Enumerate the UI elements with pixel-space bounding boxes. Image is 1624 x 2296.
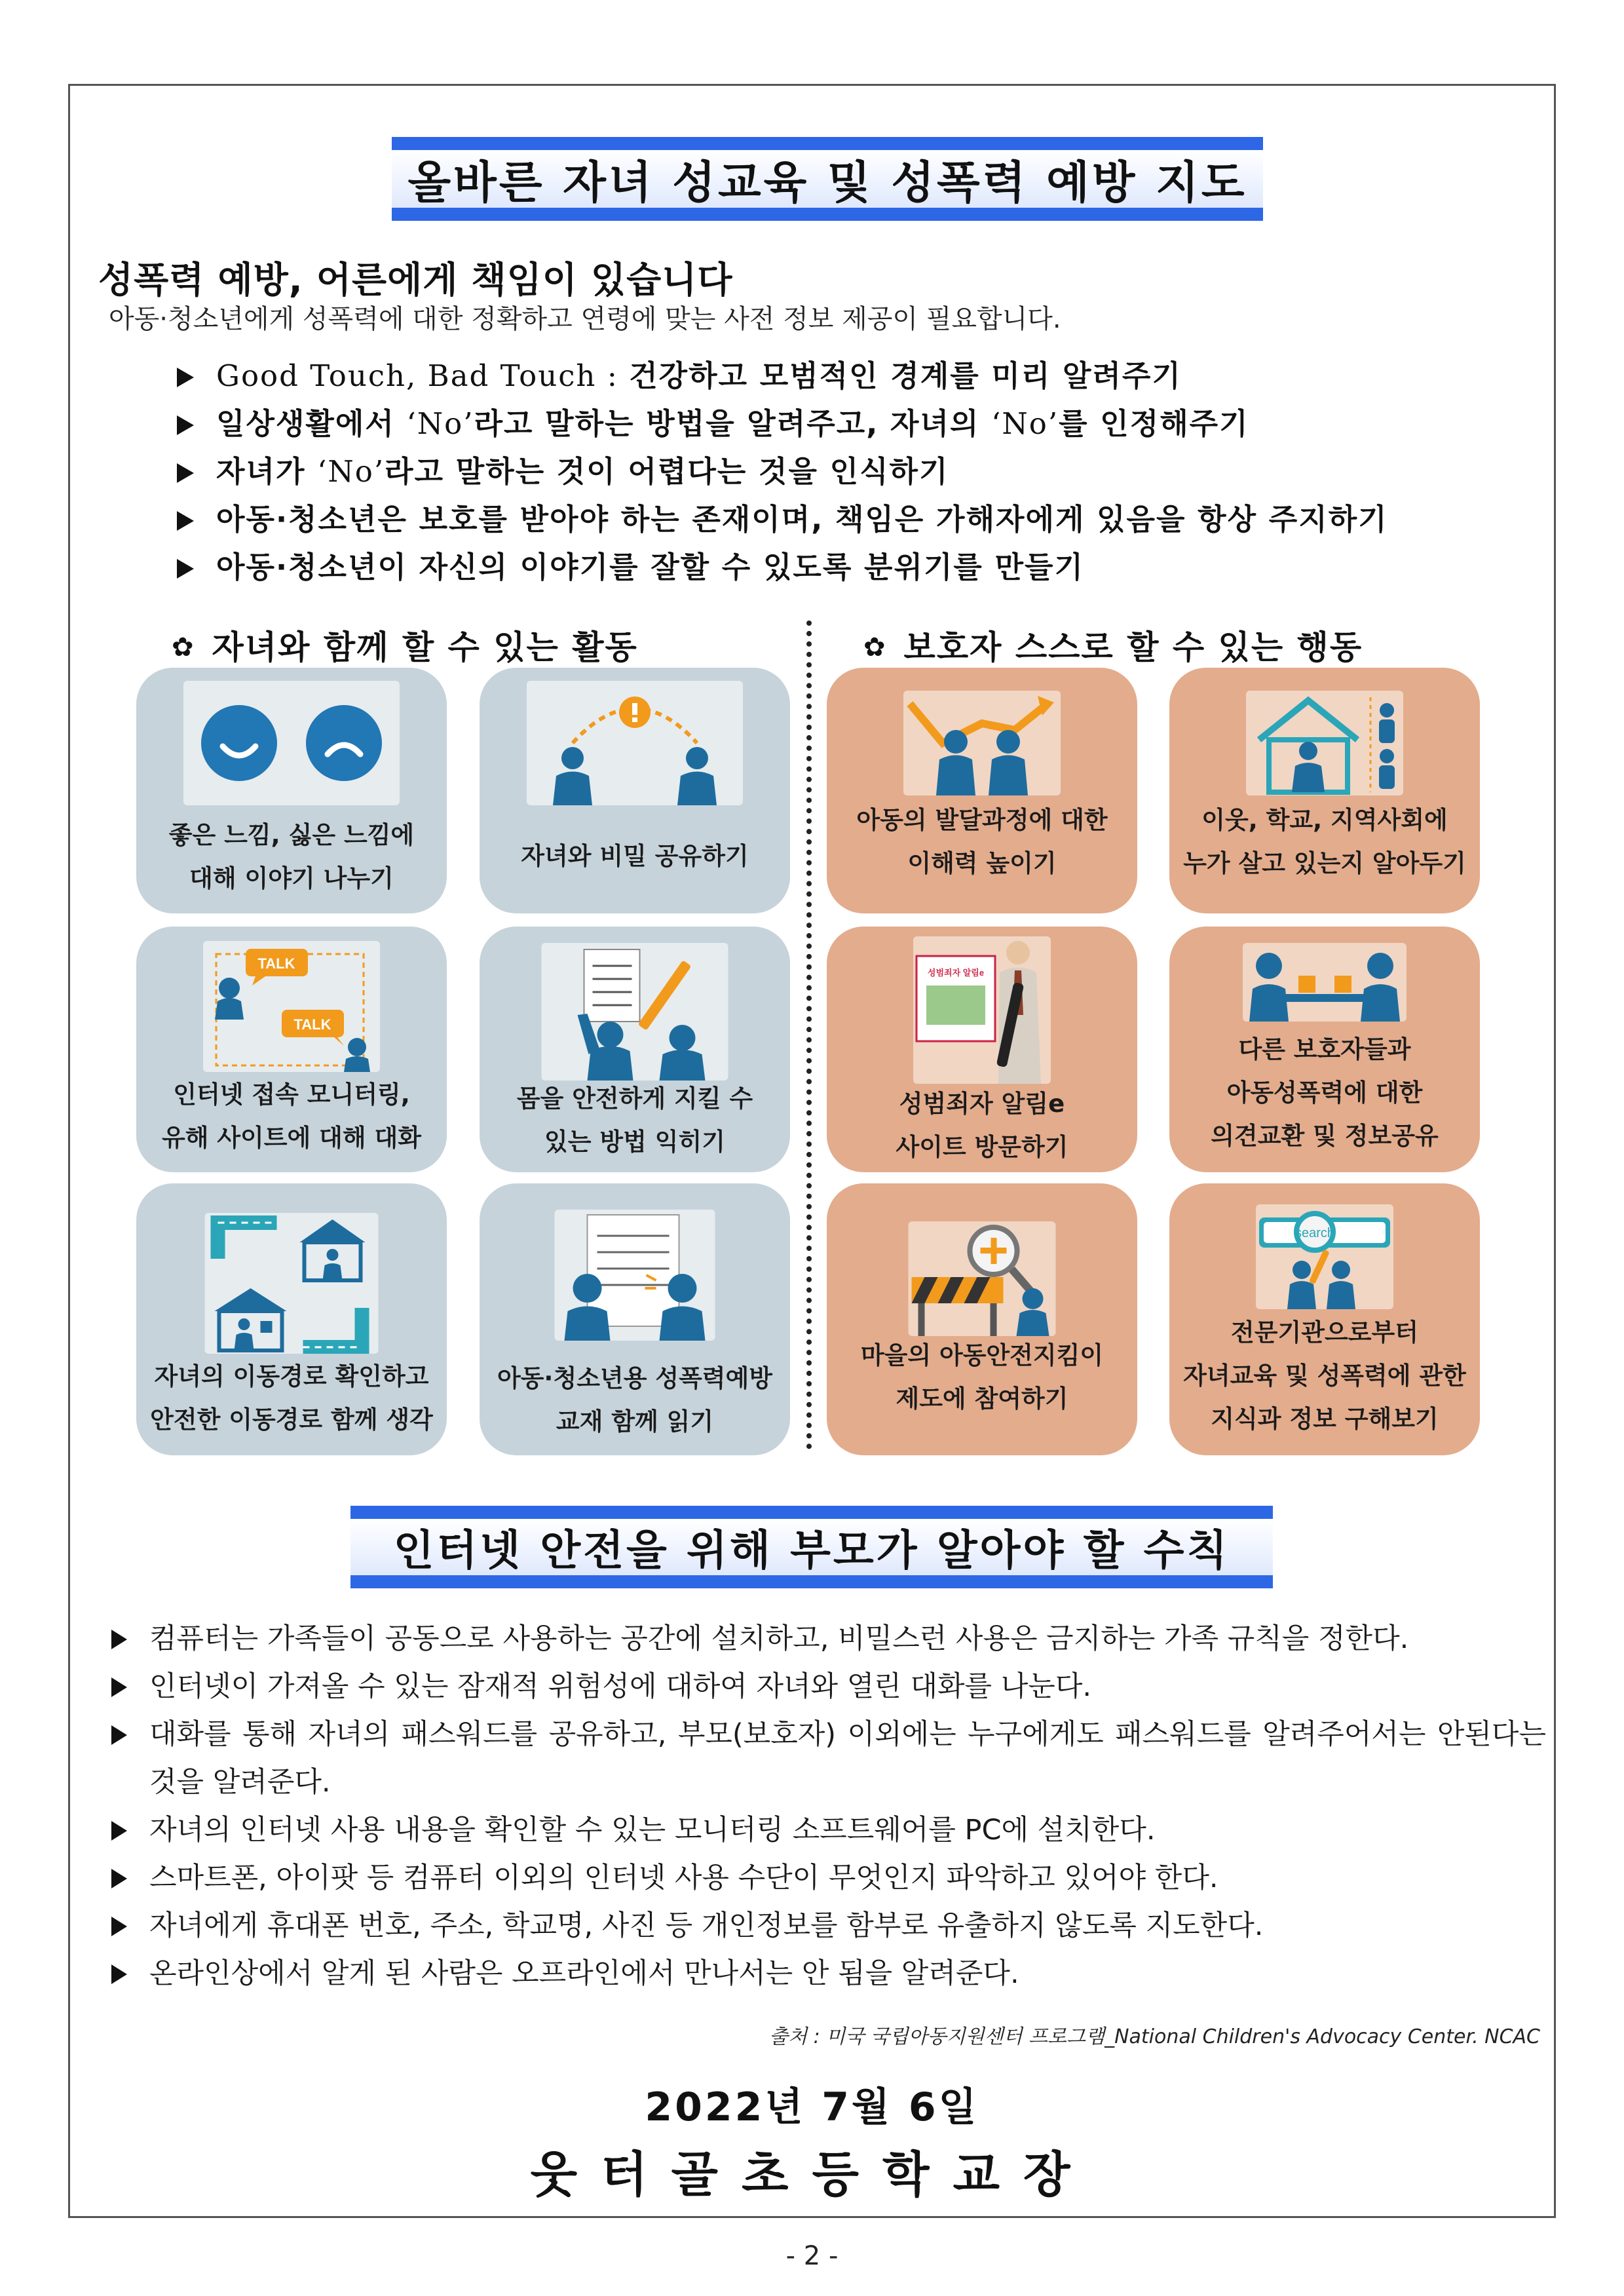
intro-text: 아동·청소년에게 성폭력에 대한 정확하고 연령에 맞는 사전 정보 제공이 필요합니다.: [109, 304, 1061, 334]
talk-label: TALK: [257, 955, 295, 972]
card-safety-guard: [827, 1183, 1137, 1455]
smile-frown-faces-icon: [183, 681, 400, 805]
caption-line: 좋은 느낌, 싫은 느낌에: [168, 821, 415, 849]
card-caption: [1169, 799, 1480, 885]
triangle-bullet-icon: [177, 415, 194, 435]
talk-bubbles-icon: [203, 941, 380, 1072]
caption-line: 지식과 정보 구해보기: [1211, 1405, 1439, 1433]
reading-document-icon: [555, 1210, 715, 1341]
dotted-divider: [806, 621, 812, 1449]
caption-line: 안전한 이동경로 함께 생각: [150, 1406, 433, 1434]
caption-line: 자녀의 이동경로 확인하고: [154, 1362, 429, 1390]
rule-item: [111, 1854, 1546, 1902]
page-number: - 2 -: [785, 2241, 839, 2271]
triangle-bullet-icon: [111, 1869, 127, 1888]
rule-text: 자녀에게 휴대폰 번호, 주소, 학교명, 사진 등 개인정보를 함부로 유출하지 않도록 지도한다.: [149, 1909, 1264, 1942]
source-citation: 출처 : 미국 국립아동지원센터 프로그램_National Children's Advocacy Center. NCAC: [769, 2025, 1540, 2048]
card-caption: [480, 835, 790, 878]
card-body-safety: [480, 927, 790, 1172]
rule-text: 스마트폰, 아이팟 등 컴퓨터 이외의 인터넷 사용 수단이 무엇인지 파악하고 있어야 한다.: [149, 1862, 1218, 1894]
card-route: [136, 1183, 447, 1455]
bullet-text: 아동·청소년은 보호를 받아야 하는 존재이며, 책임은 가해자에게 있음을 항상 주지하기: [216, 502, 1388, 537]
bullet-quote: ‘No’: [406, 406, 474, 441]
triangle-bullet-icon: [177, 463, 194, 483]
triangle-bullet-icon: [111, 1725, 127, 1745]
caption-line: 아동·청소년용 성폭력예방: [497, 1364, 773, 1392]
parents-meeting-icon: [1243, 943, 1407, 1022]
bullet-say-no: [177, 400, 1249, 442]
card-experts: [1169, 1183, 1480, 1455]
search-magnifier-icon: [1256, 1204, 1393, 1309]
rule-text: 온라인상에서 알게 된 사람은 오프라인에서 만나서는 안 됨을 알려준다.: [149, 1957, 1019, 1990]
section-heading-guardian: [863, 621, 1363, 668]
flower-icon: ✿: [863, 632, 887, 662]
card-secret: [480, 668, 790, 913]
bullet-ko-text: 건강하고 모범적인 경계를 미리 알려주기: [629, 358, 1182, 393]
card-caption: [827, 1334, 1137, 1421]
offender-notice-site-icon: [913, 936, 1051, 1084]
rule-item: [111, 1615, 1546, 1663]
card-neighbors: [1169, 668, 1480, 913]
principal-signature: 웃터골초등학교장: [530, 2147, 1094, 2203]
caption-line: 몸을 안전하게 지킬 수: [516, 1084, 753, 1113]
card-caption: [1169, 1028, 1480, 1158]
caption-line: 마을의 아동안전지킴이: [860, 1341, 1104, 1369]
bullet-text: 라고 말하는 방법을 알려주고, 자녀의: [474, 406, 992, 441]
bullet-quote: ‘No’: [317, 454, 385, 489]
document-date: 2022년 7월 6일: [645, 2084, 979, 2130]
sharing-secret-icon: [527, 681, 743, 805]
rule-item: [111, 1950, 1546, 1998]
people-holding-paper-icon: [542, 943, 728, 1081]
caption-line: 자녀교육 및 성폭력에 관한: [1183, 1362, 1466, 1390]
bullet-quote: ‘No’: [991, 406, 1059, 441]
caption-line: 다른 보호자들과: [1238, 1035, 1411, 1063]
caption-line: 성범죄자 알림e: [899, 1090, 1065, 1118]
caption-line: 누가 살고 있는지 알아두기: [1183, 849, 1466, 877]
card-caption: [136, 1355, 447, 1442]
rule-text: 인터넷이 가져올 수 있는 잠재적 위험성에 대하여 자녀와 열린 대화를 나눈다.: [149, 1670, 1092, 1703]
section-title: 보호자 스스로 할 수 있는 행동: [903, 628, 1363, 666]
triangle-bullet-icon: [111, 1677, 127, 1697]
triangle-bullet-icon: [111, 1630, 127, 1649]
caption-line: 사이트 방문하기: [896, 1133, 1068, 1161]
card-caption: [136, 1073, 447, 1160]
search-label: search: [1294, 1226, 1335, 1240]
talk-label: TALK: [293, 1016, 331, 1033]
route-houses-icon: [205, 1213, 379, 1354]
triangle-bullet-icon: [111, 1964, 127, 1984]
card-caption: [480, 1357, 790, 1444]
caption-line: 있는 방법 익히기: [544, 1128, 725, 1156]
card-caption: [136, 814, 447, 900]
triangle-bullet-icon: [177, 368, 194, 387]
bullet-text: 아동·청소년이 자신의 이야기를 잘할 수 있도록 분위기를 만들기: [216, 550, 1084, 584]
card-caption: [827, 1082, 1137, 1169]
caption-line: 교재 함께 읽기: [556, 1407, 714, 1436]
internet-rules-banner: [350, 1506, 1273, 1588]
house-neighbors-icon: [1246, 691, 1403, 795]
triangle-bullet-icon: [177, 559, 194, 579]
internet-rules-list: [111, 1615, 1546, 1998]
flower-icon: ✿: [172, 632, 195, 662]
caption-line: 유해 사이트에 대해 대화: [161, 1124, 422, 1152]
rule-text: 컴퓨터는 가족들이 공동으로 사용하는 공간에 설치하고, 비밀스런 사용은 금지하는 가족 규칙을 정한다.: [149, 1622, 1409, 1655]
card-feelings: [136, 668, 447, 913]
bullet-text: 를 인정해주기: [1059, 406, 1249, 441]
rule-item: [111, 1663, 1546, 1711]
bullet-responsibility: [177, 495, 1388, 538]
safety-barrier-icon: [909, 1221, 1056, 1336]
rule-item: [111, 1711, 1546, 1807]
section-heading-with-child: [172, 621, 638, 668]
triangle-bullet-icon: [177, 511, 194, 531]
bullet-good-touch: [177, 352, 1182, 394]
card-material: [480, 1183, 790, 1455]
card-caption: [480, 1077, 790, 1164]
title-text: 올바른 자녀 성교육 및 성폭력 예방 지도: [407, 157, 1247, 209]
card-internet: [136, 927, 447, 1172]
card-development: [827, 668, 1137, 913]
bullet-en-text: Good Touch, Bad Touch :: [216, 358, 630, 393]
bullet-text: 일상생활에서: [216, 406, 407, 441]
triangle-bullet-icon: [111, 1821, 127, 1841]
caption-line: 전문기관으로부터: [1231, 1318, 1418, 1347]
card-parents: [1169, 927, 1480, 1172]
section-title: 자녀와 함께 할 수 있는 활동: [212, 628, 638, 666]
bullet-text: 라고 말하는 것이 어렵다는 것을 인식하기: [385, 454, 949, 489]
rule-text: 자녀의 인터넷 사용 내용을 확인할 수 있는 모니터링 소프트웨어를 PC에 설치한다.: [149, 1814, 1156, 1846]
headline: 성폭력 예방, 어른에게 책임이 있습니다: [98, 259, 733, 301]
bullet-atmosphere: [177, 543, 1084, 586]
rule-text: 대화를 통해 자녀의 패스워드를 공유하고, 부모(보호자) 이외에는 누구에게도 패스워드를 알려주어서는 안된다는 것을 알려준다.: [149, 1718, 1546, 1799]
rule-item: [111, 1902, 1546, 1950]
growth-chart-icon: [903, 691, 1061, 795]
caption-line: 제도에 참여하기: [896, 1385, 1068, 1413]
bullet-text: 자녀가: [216, 454, 318, 489]
caption-line: 대해 이야기 나누기: [189, 864, 394, 892]
caption-line: 아동의 발달과정에 대한: [856, 806, 1108, 834]
caption-line: 자녀와 비밀 공유하기: [521, 842, 749, 870]
svg-text:성범죄자 알림e: 성범죄자 알림e: [927, 968, 985, 978]
caption-line: 인터넷 접속 모니터링,: [173, 1081, 410, 1109]
internet-rules-title: 인터넷 안전을 위해 부모가 알아야 할 수칙: [393, 1527, 1230, 1575]
card-caption: [827, 799, 1137, 885]
triangle-bullet-icon: [111, 1917, 127, 1936]
card-caption: [1169, 1311, 1480, 1441]
caption-line: 아동성폭력에 대한: [1226, 1079, 1423, 1107]
bullet-no-is-hard: [177, 448, 949, 490]
card-offender-site: [827, 927, 1137, 1172]
title-banner: [392, 137, 1263, 221]
rule-item: [111, 1807, 1546, 1854]
caption-line: 이해력 높이기: [907, 849, 1057, 877]
caption-line: 의견교환 및 정보공유: [1211, 1122, 1439, 1150]
caption-line: 이웃, 학교, 지역사회에: [1201, 806, 1448, 834]
